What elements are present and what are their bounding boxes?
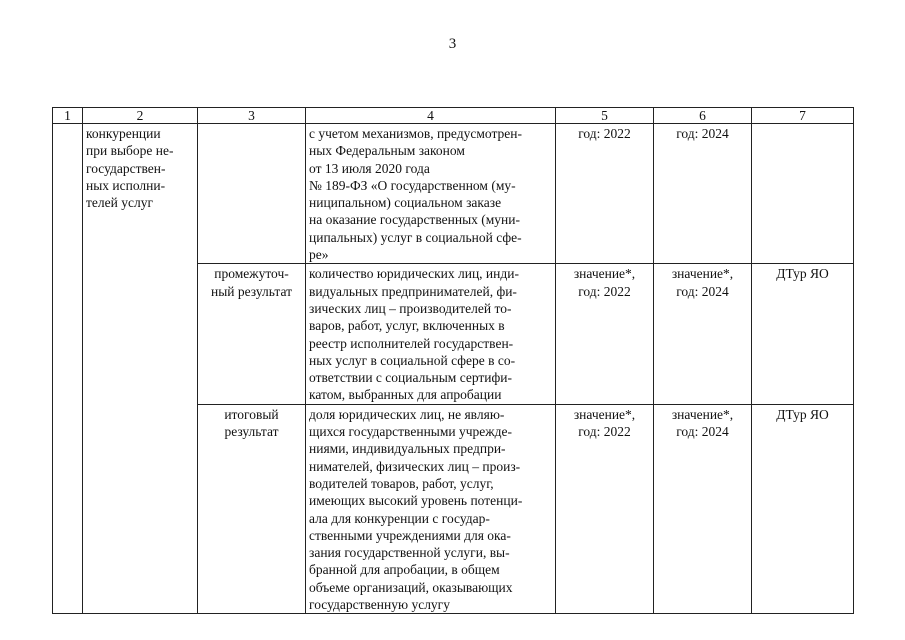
cell-description: доля юридических лиц, не являю- щихся государственными учрежде- ниями, индивидуальных предпри- нимателей, физических лиц – произ- водителей товаров, работ, услуг, имеющих высокий уровень потенци- ала для конкуренции с государ- ственными учреждениями для ока- зания государственной услуги, вы- бранной для апробации, в общем объеме организаций, оказывающих государственную услугу [306, 404, 556, 614]
header-col-3: 3 [198, 108, 306, 124]
cell-target-year: год: 2024 [654, 124, 752, 264]
cell-base-year: значение*, год: 2022 [556, 404, 654, 614]
cell-responsible: ДТур ЯО [752, 264, 854, 404]
cell-responsible: ДТур ЯО [752, 404, 854, 614]
cell-result-type [198, 124, 306, 264]
header-col-2: 2 [83, 108, 198, 124]
header-col-1: 1 [53, 108, 83, 124]
header-row [53, 108, 854, 124]
table-row [53, 124, 854, 264]
cell-description: с учетом механизмов, предусмотрен- ных Федеральным законом от 13 июля 2020 года № 189-ФЗ «О государственном (му- ниципальном) социальном заказе на оказание государственных (муни- ципальных) услуг в социальной сфе- ре» [306, 124, 556, 264]
header-col-5: 5 [556, 108, 654, 124]
cell-base-year: год: 2022 [556, 124, 654, 264]
cell-indicator-name: конкуренции при выборе не- государствен- ных исполни- телей услуг [83, 124, 198, 614]
cell-base-year: значение*, год: 2022 [556, 264, 654, 404]
cell-result-type: промежуточ- ный результат [198, 264, 306, 404]
cell-col1 [53, 124, 83, 614]
indicators-table [52, 107, 854, 614]
cell-target-year: значение*, год: 2024 [654, 264, 752, 404]
header-col-7: 7 [752, 108, 854, 124]
cell-result-type: итоговый результат [198, 404, 306, 614]
header-col-6: 6 [654, 108, 752, 124]
cell-description: количество юридических лиц, инди- видуальных предпринимателей, фи- зических лиц – производителей то- варов, работ, услуг, включенных в реестр исполнителей государствен- ных услуг в социальной сфере в со- ответствии с социальным сертифи- катом, выбранных для апробации [306, 264, 556, 404]
header-col-4: 4 [306, 108, 556, 124]
cell-responsible [752, 124, 854, 264]
table-header [53, 108, 854, 124]
page-number: 3 [448, 36, 457, 52]
cell-target-year: значение*, год: 2024 [654, 404, 752, 614]
